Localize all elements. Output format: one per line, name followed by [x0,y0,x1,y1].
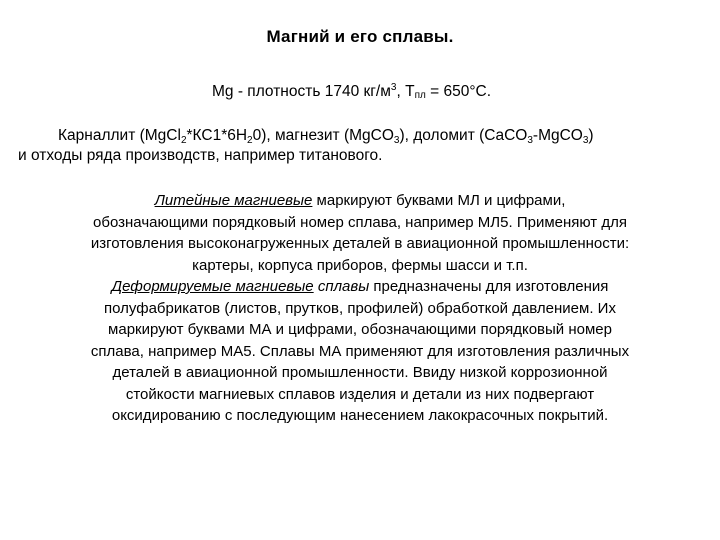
body-text: предназначены для изготовления [369,278,609,295]
formula-text: ), доломит (CaCO [399,127,528,144]
formula-text: -MgCO [532,127,583,144]
body-text: маркируют буквами МЛ и цифрами, [312,192,566,209]
formula-subscript: 2 [180,135,187,146]
cast-alloys-term: Литейные магниевые [154,192,313,209]
slide-title: Магний и его сплавы. [266,27,454,46]
density-line [212,83,491,101]
body-line: картеры, корпуса приборов, фермы шасси и т.п. [192,256,528,274]
formula-text: 0), магнезит (MgCO [252,127,394,144]
body-line [20,190,700,212]
density-suffix: = 650°С. [425,83,492,100]
density-prefix: Mg - плотность 1740 кг/м [212,83,391,100]
alloys-paragraph [20,190,700,427]
density-exponent: 3 [390,82,397,93]
formula-subscript: 3 [393,135,400,146]
density-mid: , Т [396,83,415,100]
wrought-alloys-term: Деформируемые магниевые [111,278,314,295]
formula-subscript: 3 [527,135,533,146]
body-line: сплава, например МА5. Сплавы МА применяют для изготовления различных [90,342,630,360]
density-subscript: пл [414,90,426,101]
body-line: изготовления высоконагруженных деталей в авиационной промышленности: [90,235,630,252]
body-italic-word: сплавы [313,278,370,295]
body-line: полуфабрикатов (листов, прутков, профилей) обработкой давлением. Их [104,299,616,317]
formula-subscript: 3 [582,135,589,146]
body-line: деталей в авиационной промышленности. Ввиду низкой коррозионной [112,364,608,381]
formula-text: *КС1*6Н [186,127,248,144]
body-line: стойкости магниевых сплавов изделия и детали из них подвергают [125,385,595,403]
formula-text: Карналлит (MgCl [58,127,181,144]
body-line: оксидированию с последующим нанесением лакокрасочных покрытий. [111,407,609,424]
body-line [20,276,700,298]
formula-subscript: 2 [247,135,253,146]
body-line: обозначающими порядковый номер сплава, например МЛ5. Применяют для [93,213,627,231]
minerals-line-2: и отходы ряда производств, например титанового. [18,147,383,164]
minerals-line-1 [18,126,708,146]
body-line: маркируют буквами МА и цифрами, обозначающими порядковый номер [108,321,612,338]
minerals-paragraph [18,126,708,166]
formula-text: ) [588,127,594,144]
